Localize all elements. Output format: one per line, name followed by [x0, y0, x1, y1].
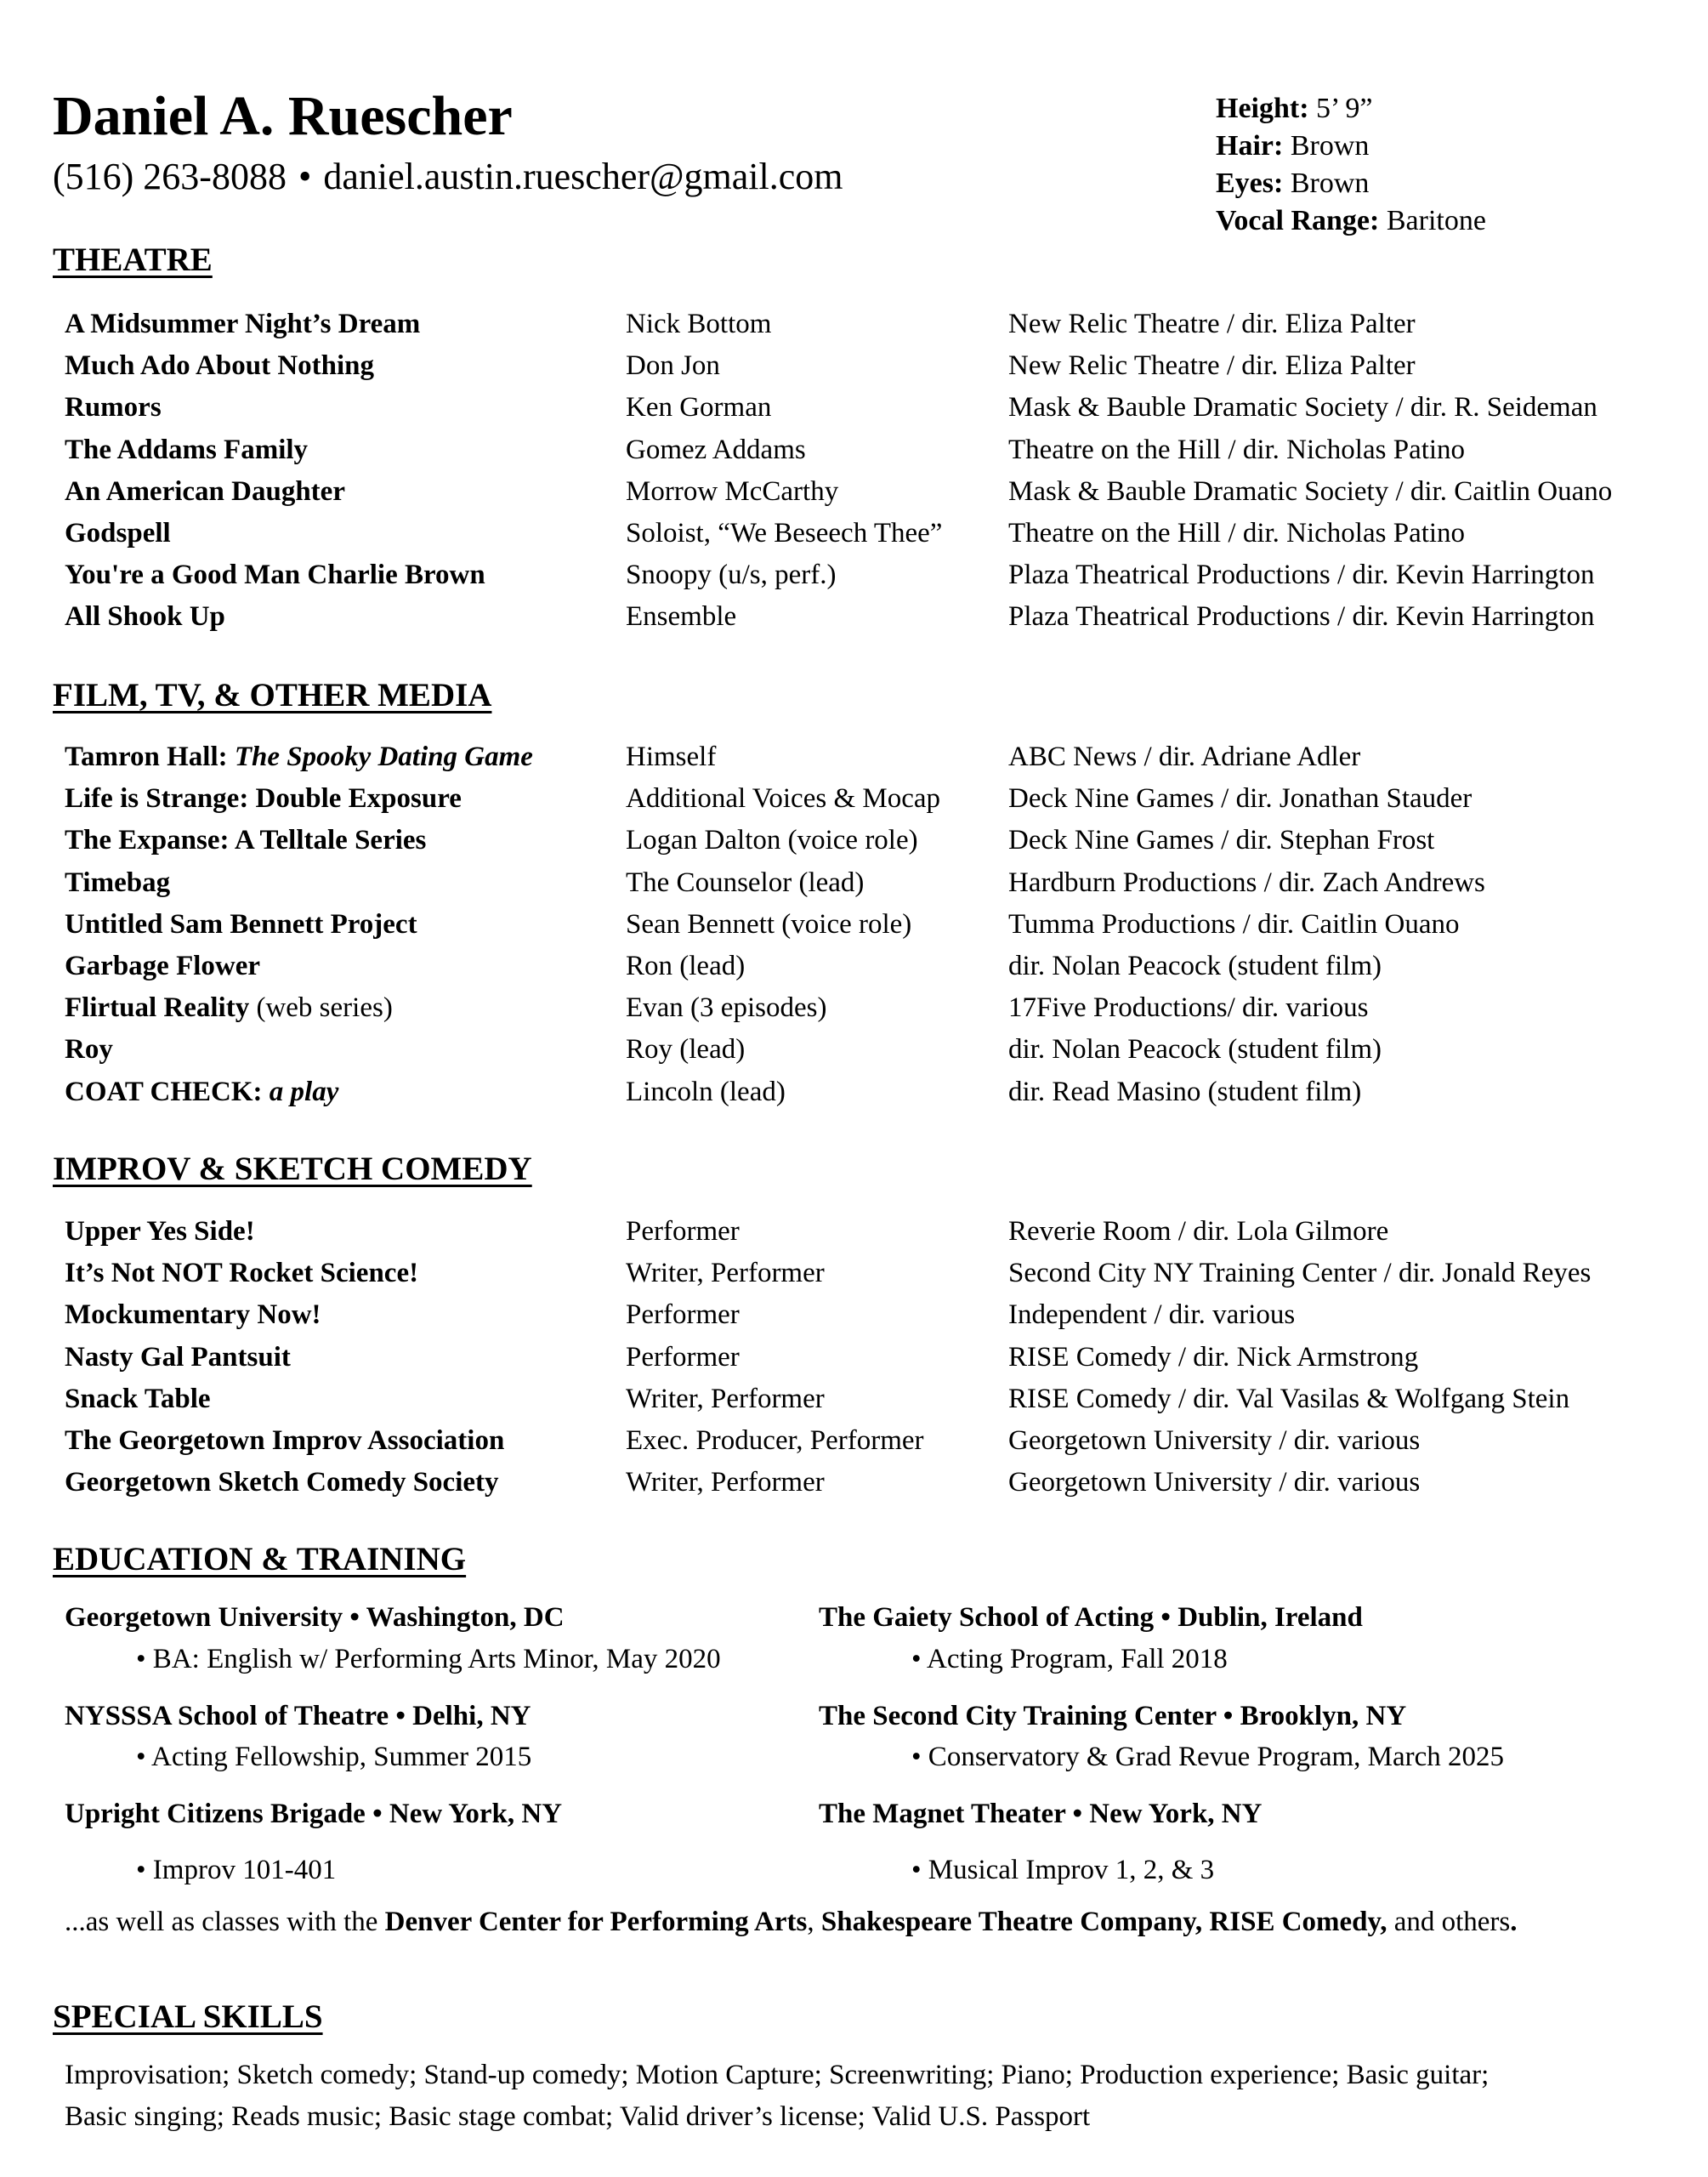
theatre-credits — [65, 304, 1697, 639]
credit-company: RISE Comedy / dir. Nick Armstrong — [1008, 1341, 1419, 1373]
table-row — [65, 904, 1697, 946]
credit-title: Georgetown Sketch Comedy Society — [65, 1467, 499, 1498]
credit-company: Theatre on the Hill / dir. Nicholas Patino — [1008, 517, 1466, 549]
credit-company: dir. Nolan Peacock (student film) — [1008, 1034, 1382, 1066]
table-row — [65, 429, 1697, 471]
credit-company: Mask & Bauble Dramatic Society / dir. R. Seideman — [1008, 392, 1597, 423]
credit-role: Himself — [626, 742, 717, 772]
skills-list — [65, 2055, 1680, 2138]
education-detail: • BA: English w/ Performing Arts Minor, May 2020 — [136, 1644, 721, 1674]
credit-company: Second City NY Training Center / dir. Jonald Reyes — [1008, 1258, 1592, 1289]
table-row — [65, 1337, 1697, 1378]
education-entry — [819, 1702, 1406, 1731]
credit-company: ABC News / dir. Adriane Adler — [1008, 742, 1361, 772]
table-row — [65, 1029, 1697, 1071]
credit-title: Untitled Sam Bennett Project — [65, 908, 417, 940]
table-row — [65, 1294, 1697, 1336]
credit-role: Morrow McCarthy — [626, 475, 839, 507]
credit-role: Nick Bottom — [626, 309, 772, 339]
credit-company: Mask & Bauble Dramatic Society / dir. Caitlin Ouano — [1008, 475, 1613, 507]
education-detail: • Acting Program, Fall 2018 — [911, 1644, 1228, 1674]
stat-hair: Hair: Brown — [1216, 130, 1370, 162]
credit-role: Exec. Producer, Performer — [626, 1424, 924, 1456]
credit-title: Timebag — [65, 867, 171, 898]
credit-title: Life is Strange: Double Exposure — [65, 783, 462, 815]
credit-role: Performer — [626, 1341, 740, 1373]
credit-title: A Midsummer Night’s Dream — [65, 309, 421, 339]
education-detail: • Acting Fellowship, Summer 2015 — [136, 1742, 532, 1772]
table-row — [65, 471, 1697, 513]
skills-line: Improvisation; Sketch comedy; Stand-up comedy; Motion Capture; Screenwriting; Piano; Production experience; Basic guitar; — [65, 2060, 1490, 2090]
education-detail: • Conservatory & Grad Revue Program, March 2025 — [911, 1742, 1505, 1772]
email-address: daniel.austin.ruescher@gmail.com — [323, 156, 843, 197]
education-entry — [65, 1604, 565, 1632]
table-row — [65, 736, 1697, 778]
credit-title: Flirtual Reality (web series) — [65, 992, 393, 1024]
credit-company: 17Five Productions/ dir. various — [1008, 992, 1369, 1024]
credit-title: COAT CHECK: a play — [65, 1076, 339, 1107]
credit-title: Roy — [65, 1034, 113, 1066]
credit-title: Nasty Gal Pantsuit — [65, 1341, 291, 1373]
education-detail: • Improv 101-401 — [136, 1855, 337, 1885]
credit-company: New Relic Theatre / dir. Eliza Palter — [1008, 309, 1416, 339]
credit-role: Ensemble — [626, 601, 737, 633]
credit-role: Writer, Performer — [626, 1383, 825, 1414]
table-row — [65, 1211, 1697, 1253]
credit-role: Logan Dalton (voice role) — [626, 825, 918, 856]
credit-role: Lincoln (lead) — [626, 1076, 786, 1107]
table-row — [65, 513, 1697, 554]
credit-company: dir. Nolan Peacock (student film) — [1008, 950, 1382, 981]
education-heading: EDUCATION & TRAINING — [53, 1541, 467, 1577]
credit-title: The Addams Family — [65, 434, 309, 465]
credit-role: Sean Bennett (voice role) — [626, 908, 912, 940]
credit-role: Gomez Addams — [626, 434, 806, 465]
table-row — [65, 778, 1697, 820]
applicant-name: Daniel A. Ruescher — [53, 85, 513, 147]
credit-company: dir. Read Masino (student film) — [1008, 1076, 1362, 1107]
credit-title: The Expanse: A Telltale Series — [65, 825, 427, 856]
credit-role: Writer, Performer — [626, 1467, 825, 1498]
table-row — [65, 1071, 1697, 1113]
credit-company: Hardburn Productions / dir. Zach Andrews — [1008, 867, 1485, 898]
credit-role: The Counselor (lead) — [626, 867, 865, 898]
education-entry — [65, 1800, 562, 1828]
credit-company: Theatre on the Hill / dir. Nicholas Patino — [1008, 434, 1466, 465]
credit-company: New Relic Theatre / dir. Eliza Palter — [1008, 350, 1416, 382]
education-detail: • Musical Improv 1, 2, & 3 — [911, 1855, 1215, 1885]
physical-stats — [1216, 90, 1486, 240]
credit-title: Tamron Hall: The Spooky Dating Game — [65, 742, 533, 772]
table-row — [65, 1378, 1697, 1420]
credit-role: Performer — [626, 1216, 740, 1247]
credit-role: Ken Gorman — [626, 392, 772, 423]
table-row — [65, 1420, 1697, 1462]
table-row — [65, 596, 1697, 638]
table-row — [65, 946, 1697, 987]
table-row — [65, 987, 1697, 1029]
skills-heading: SPECIAL SKILLS — [53, 1998, 323, 2035]
credit-company: Independent / dir. various — [1008, 1299, 1296, 1331]
credit-role: Snoopy (u/s, perf.) — [626, 560, 837, 591]
credit-title: Much Ado About Nothing — [65, 350, 375, 382]
credit-title: An American Daughter — [65, 475, 345, 507]
credit-role: Performer — [626, 1299, 740, 1331]
table-row — [65, 554, 1697, 596]
credit-company: Plaza Theatrical Productions / dir. Kevin Harrington — [1008, 560, 1595, 591]
credit-company: RISE Comedy / dir. Val Vasilas & Wolfgang Stein — [1008, 1383, 1570, 1414]
additional-training-note: ...as well as classes with the Denver Center for Performing Arts, Shakespeare Theatre Company, RISE Comedy, and others. — [65, 1907, 1518, 1937]
table-row — [65, 304, 1697, 345]
credit-company: Reverie Room / dir. Lola Gilmore — [1008, 1216, 1389, 1247]
school-name: NYSSSA School of Theatre • Delhi, NY — [65, 1701, 531, 1731]
credit-title: The Georgetown Improv Association — [65, 1424, 505, 1456]
credit-role: Soloist, “We Beseech Thee” — [626, 517, 943, 549]
theatre-heading: THEATRE — [53, 242, 213, 278]
phone-number: (516) 263-8088 — [53, 156, 287, 197]
contact-separator: • — [298, 156, 312, 197]
improv-credits — [65, 1211, 1697, 1503]
credit-company: Deck Nine Games / dir. Jonathan Stauder — [1008, 783, 1473, 815]
improv-heading: IMPROV & SKETCH COMEDY — [53, 1151, 532, 1187]
credit-title: All Shook Up — [65, 601, 225, 633]
credit-role: Evan (3 episodes) — [626, 992, 827, 1024]
education-entry — [819, 1604, 1363, 1632]
credit-role: Ron (lead) — [626, 950, 746, 981]
contact-line — [53, 158, 843, 196]
credit-title: Rumors — [65, 392, 162, 423]
school-name: The Gaiety School of Acting • Dublin, Ireland — [819, 1602, 1363, 1633]
credit-role: Roy (lead) — [626, 1034, 746, 1066]
table-row — [65, 1462, 1697, 1503]
table-row — [65, 345, 1697, 387]
table-row — [65, 820, 1697, 861]
credit-title: Upper Yes Side! — [65, 1216, 255, 1247]
skills-line: Basic singing; Reads music; Basic stage combat; Valid driver’s license; Valid U.S. Passport — [65, 2101, 1091, 2132]
credit-title: Mockumentary Now! — [65, 1299, 321, 1331]
school-name: Upright Citizens Brigade • New York, NY — [65, 1799, 563, 1829]
credit-company: Georgetown University / dir. various — [1008, 1467, 1421, 1498]
table-row — [65, 1253, 1697, 1294]
credit-company: Plaza Theatrical Productions / dir. Kevin Harrington — [1008, 601, 1595, 633]
school-name: The Second City Training Center • Brooklyn, NY — [819, 1701, 1407, 1731]
credit-title: Snack Table — [65, 1383, 211, 1414]
school-name: The Magnet Theater • New York, NY — [819, 1799, 1263, 1829]
school-name: Georgetown University • Washington, DC — [65, 1602, 565, 1633]
stat-vocal-range: Vocal Range: Baritone — [1216, 205, 1486, 236]
table-row — [65, 387, 1697, 429]
credit-company: Georgetown University / dir. various — [1008, 1424, 1421, 1456]
credit-company: Deck Nine Games / dir. Stephan Frost — [1008, 825, 1435, 856]
credit-title: It’s Not NOT Rocket Science! — [65, 1258, 419, 1289]
credit-company: Tumma Productions / dir. Caitlin Ouano — [1008, 908, 1460, 940]
stat-eyes: Eyes: Brown — [1216, 168, 1370, 199]
stat-height: Height: 5’ 9” — [1216, 93, 1373, 124]
credit-role: Don Jon — [626, 350, 720, 382]
credit-title: Godspell — [65, 517, 171, 549]
credit-role: Additional Voices & Mocap — [626, 783, 940, 815]
credit-title: You're a Good Man Charlie Brown — [65, 560, 485, 591]
education-entry — [819, 1800, 1262, 1828]
credit-role: Writer, Performer — [626, 1258, 825, 1289]
film-credits — [65, 736, 1697, 1113]
credit-title: Garbage Flower — [65, 950, 261, 981]
table-row — [65, 862, 1697, 904]
film-heading: FILM, TV, & OTHER MEDIA — [53, 677, 492, 713]
education-entry — [65, 1702, 531, 1731]
